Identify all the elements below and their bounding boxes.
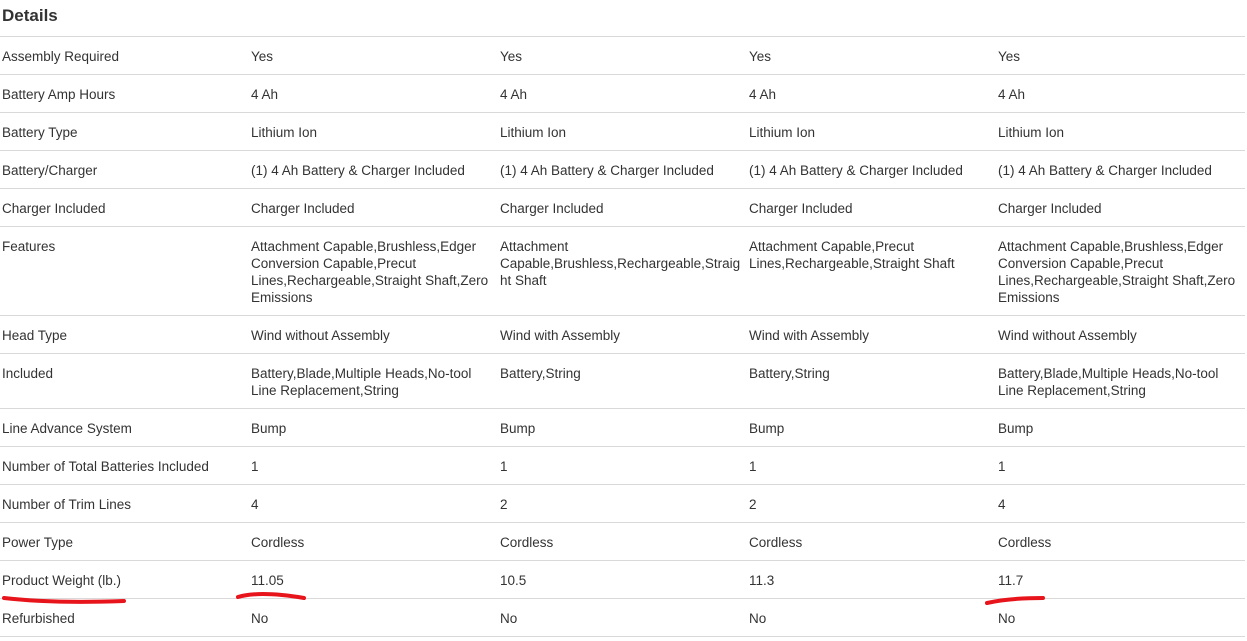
spec-row [0, 189, 1245, 227]
spec-value-product-4: No [996, 599, 1245, 637]
spec-value-product-1: 1 [249, 447, 498, 485]
spec-value-product-1: Lithium Ion [249, 113, 498, 151]
spec-value-product-3: 1 [747, 447, 996, 485]
spec-row [0, 485, 1245, 523]
spec-label: Product Weight (lb.) [0, 561, 249, 599]
spec-value-product-2: No [498, 599, 747, 637]
spec-value-product-2: Attachment Capable,Brushless,Rechargeable,Straight Shaft [498, 227, 747, 316]
spec-label: Charger Included [0, 189, 249, 227]
spec-label: Included [0, 354, 249, 409]
spec-label: Features [0, 227, 249, 316]
spec-row [0, 447, 1245, 485]
spec-value-product-4: Yes [996, 37, 1245, 75]
spec-value-product-1: Cordless [249, 523, 498, 561]
spec-row [0, 523, 1245, 561]
spec-value-product-3: Wind with Assembly [747, 316, 996, 354]
spec-label: Number of Total Batteries Included [0, 447, 249, 485]
spec-value-product-1: Attachment Capable,Brushless,Edger Conversion Capable,Precut Lines,Rechargeable,Straight Shaft,Zero Emissions [249, 227, 498, 316]
spec-value-product-2: Battery,String [498, 354, 747, 409]
spec-value-product-4: (1) 4 Ah Battery & Charger Included [996, 151, 1245, 189]
spec-value-product-2: Cordless [498, 523, 747, 561]
spec-label: Battery Type [0, 113, 249, 151]
specifications-table-body [0, 37, 1245, 637]
spec-value-product-4: Wind without Assembly [996, 316, 1245, 354]
spec-value-product-1: (1) 4 Ah Battery & Charger Included [249, 151, 498, 189]
spec-row [0, 561, 1245, 599]
specifications-table [0, 36, 1245, 637]
spec-value-product-2: Yes [498, 37, 747, 75]
spec-row [0, 227, 1245, 316]
spec-value-product-2: Lithium Ion [498, 113, 747, 151]
spec-value-product-2: Bump [498, 409, 747, 447]
spec-row [0, 113, 1245, 151]
spec-value-product-2: 10.5 [498, 561, 747, 599]
spec-label: Head Type [0, 316, 249, 354]
spec-value-product-4: 4 [996, 485, 1245, 523]
spec-row [0, 37, 1245, 75]
spec-value-product-4: 1 [996, 447, 1245, 485]
spec-value-product-1: 4 [249, 485, 498, 523]
spec-value-product-2: 2 [498, 485, 747, 523]
spec-value-product-2: Wind with Assembly [498, 316, 747, 354]
spec-label: Assembly Required [0, 37, 249, 75]
spec-label: Battery Amp Hours [0, 75, 249, 113]
spec-value-product-4: Battery,Blade,Multiple Heads,No-tool Line Replacement,String [996, 354, 1245, 409]
spec-value-product-3: Charger Included [747, 189, 996, 227]
spec-value-product-3: Lithium Ion [747, 113, 996, 151]
details-heading: Details [2, 6, 58, 25]
spec-row [0, 151, 1245, 189]
spec-value-product-3: Bump [747, 409, 996, 447]
spec-value-product-2: (1) 4 Ah Battery & Charger Included [498, 151, 747, 189]
spec-label: Number of Trim Lines [0, 485, 249, 523]
spec-label: Line Advance System [0, 409, 249, 447]
spec-value-product-1: 4 Ah [249, 75, 498, 113]
spec-value-product-3: 2 [747, 485, 996, 523]
spec-value-product-2: Charger Included [498, 189, 747, 227]
spec-value-product-1: Charger Included [249, 189, 498, 227]
spec-value-product-1: Bump [249, 409, 498, 447]
spec-value-product-1: 11.05 [249, 561, 498, 599]
spec-value-product-4: 4 Ah [996, 75, 1245, 113]
spec-value-product-4: Bump [996, 409, 1245, 447]
spec-row [0, 599, 1245, 637]
spec-value-product-1: Wind without Assembly [249, 316, 498, 354]
spec-value-product-4: Cordless [996, 523, 1245, 561]
spec-value-product-1: Yes [249, 37, 498, 75]
spec-value-product-4: Attachment Capable,Brushless,Edger Conversion Capable,Precut Lines,Rechargeable,Straight Shaft,Zero Emissions [996, 227, 1245, 316]
spec-label: Refurbished [0, 599, 249, 637]
spec-value-product-3: (1) 4 Ah Battery & Charger Included [747, 151, 996, 189]
spec-value-product-2: 1 [498, 447, 747, 485]
spec-value-product-3: Attachment Capable,Precut Lines,Rechargeable,Straight Shaft [747, 227, 996, 316]
spec-value-product-3: 11.3 [747, 561, 996, 599]
spec-value-product-1: No [249, 599, 498, 637]
spec-value-product-3: Cordless [747, 523, 996, 561]
spec-row [0, 316, 1245, 354]
spec-value-product-3: Battery,String [747, 354, 996, 409]
spec-label: Battery/Charger [0, 151, 249, 189]
spec-value-product-2: 4 Ah [498, 75, 747, 113]
spec-row [0, 354, 1245, 409]
spec-value-product-1: Battery,Blade,Multiple Heads,No-tool Line Replacement,String [249, 354, 498, 409]
spec-value-product-3: Yes [747, 37, 996, 75]
spec-label: Power Type [0, 523, 249, 561]
spec-value-product-4: 11.7 [996, 561, 1245, 599]
spec-row [0, 409, 1245, 447]
spec-value-product-3: No [747, 599, 996, 637]
spec-value-product-4: Lithium Ion [996, 113, 1245, 151]
spec-value-product-3: 4 Ah [747, 75, 996, 113]
spec-row [0, 75, 1245, 113]
spec-value-product-4: Charger Included [996, 189, 1245, 227]
